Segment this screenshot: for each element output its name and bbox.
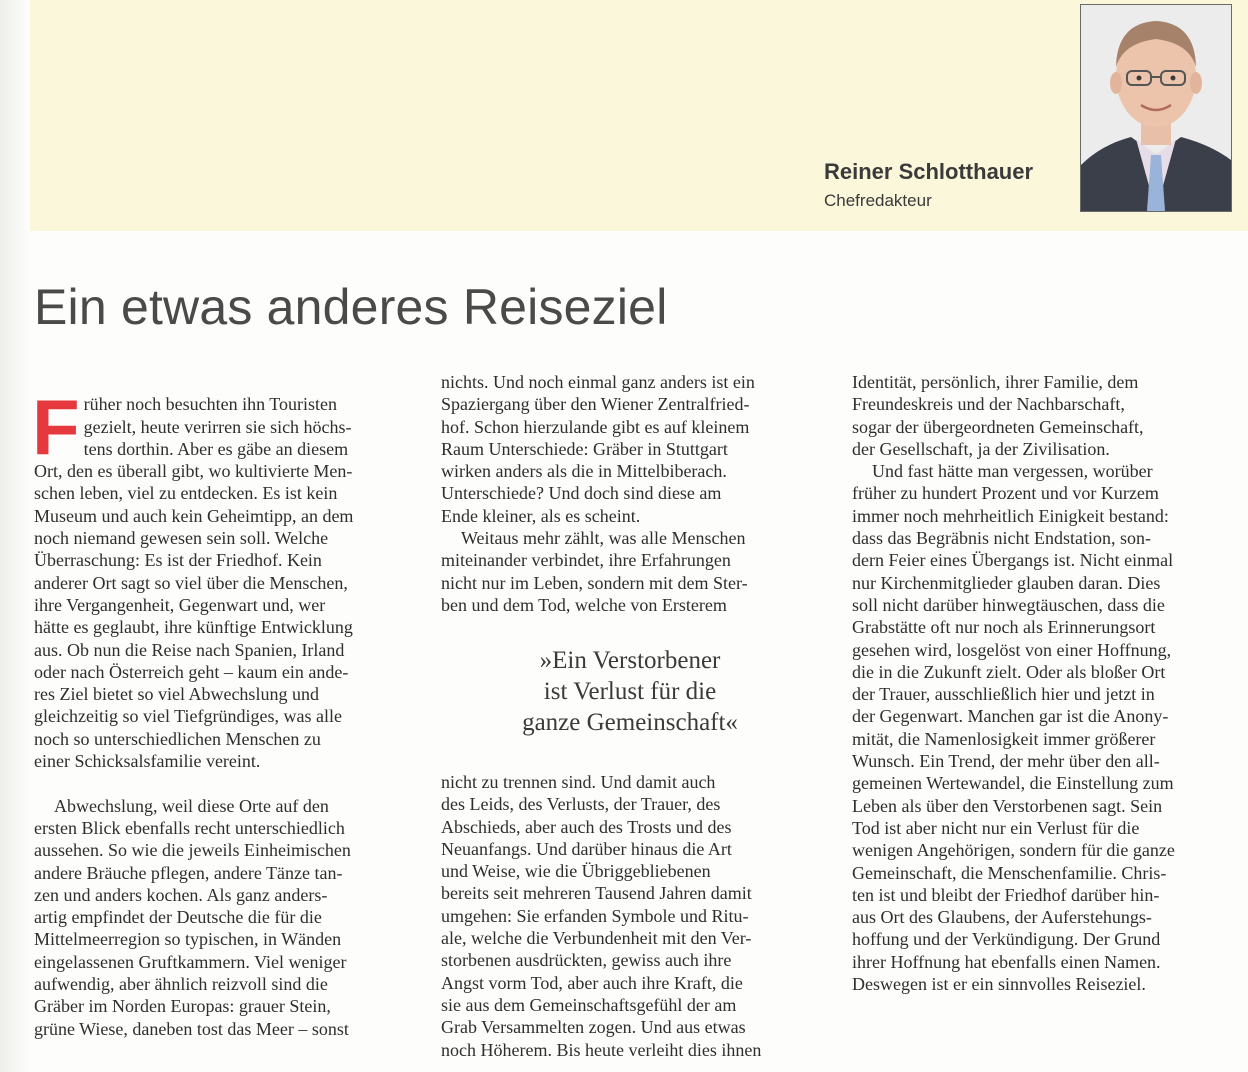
paragraph: nicht zu trennen sind. Und damit auch des Leids, des Verlusts, der Trauer, des Abschieds, aber auch des Trosts und des Neuanfangs. Und darüber hinaus die Art und Weise, wie die Übriggebliebenen bereits seit mehreren Tausend Jahren damit umgehen: Sie erfanden Symbole und Ritu- ale, welche die Verbundenheit mit den Ver- storbenen ausdrückten, gewiss auch ihre Angst vorm Tod, aber auch ihre Kraft, die sie aus dem Gemeinschaftsgefühl der am Grab Versammelten zogen. Und aus etwas noch Höherem. Bis heute verleiht dies ihnen [441, 772, 762, 1060]
paragraph: Abwechslung, weil diese Orte auf den ersten Blick ebenfalls recht unterschiedlich aussehen. So wie die jeweils Einheimischen andere Bräuche pflegen, andere Tänze tan- zen und anders kochen. Als ganz anders- artig empfindet der Deutsche die für die Mittelmeerregion so typischen, in Wänden eingelassenen Gruftkammern. Viel weniger aufwendig, aber ähnlich reizvoll sind die Gräber im Norden Europas: grauer Stein, grüne Wiese, daneben tost das Meer – sonst [34, 795, 351, 1039]
column-2-bottom [441, 771, 831, 1061]
author-role: Chefredakteur [824, 191, 932, 210]
paragraph-text: rüher noch besuchten ihn Touristen gezielt, heute verirren sie sich höchs- tens dorthin. Aber es gäbe an diesem Ort, den es überall gibt, wo kultivierte Men- schen leben, viel zu entdecken. Es ist kein Museum und auch kein Geheimtipp, an dem noch niemand gewesen sein soll. Welche Überraschung: Es ist der Friedhof. Kein anderer Ort sagt so viel über die Menschen, ihre Vergangenheit, Gegenwart und, wer hätte es geglaubt, ihre künftige Entwicklung aus. Ob nun die Reise nach Spanien, Irland oder nach Österreich geht – kaum ein ande- res Ziel bietet so viel Abwechslung und gleichzeitig so viel Tiefgründiges, was alle noch so unterschiedlichen Menschen zu einer Schicksalsfamilie vereint. [34, 394, 354, 772]
page-edge-shadow [0, 0, 30, 1072]
author-block [824, 159, 1033, 211]
column-1 [34, 371, 419, 1040]
portrait-photo [1080, 4, 1232, 212]
column-2-top [441, 371, 831, 616]
paragraph: Und fast hätte man vergessen, worüber früher zu hundert Prozent und vor Kurzem immer noch mehrheitlich Einigkeit bestand: dass das Begräbnis nicht Endstation, son- dern Feier eines Übergangs ist. Nicht einmal nur Kirchenmitglieder glauben daran. Dies soll nicht darüber hinwegtäuschen, dass die Grabstätte oft nur noch als Erinnerungsort gesehen wird, losgelöst von einer Hoffnung, die in die Zukunft zielt. Oder als bloßer Ort der Trauer, ausschließlich hier und jetzt in der Gegenwart. Manchen gar ist die Anony- mität, die Namenlosigkeit immer größerer Wunsch. Ein Trend, der mehr über den all- gemeinen Wertewandel, die Einstellung zum Leben als über den Verstorbenen sagt. Sein Tod ist aber nicht nur ein Verlust für die wenigen Angehörigen, sondern für die ganze Gemeinschaft, die Menschenfamilie. Chris- ten ist und bleibt der Friedhof darüber hin- aus Ort des Glaubens, der Auferstehungs- hoffung und der Verkündigung. Der Grund ihrer Hoffnung hat ebenfalls einen Namen. Deswegen ist er ein sinnvolles Reiseziel. [852, 461, 1175, 995]
paragraph: Weitaus mehr zählt, was alle Menschen miteinander verbindet, ihre Erfahrungen nicht nur im Leben, sondern mit dem Ster- ben und dem Tod, welche von Ersterem [441, 528, 748, 615]
drop-cap: F [32, 383, 80, 472]
author-name: Reiner Schlotthauer [824, 159, 1034, 184]
header-band [30, 0, 1248, 231]
paragraph: nichts. Und noch einmal ganz anders ist ein Spaziergang über den Wiener Zentralfried- hof. Schon hierzulande gibt es auf kleinem Raum Unterschiede: Gräber in Stuttgart wirken anders als die in Mittelbiberach. Unterschiede? Und doch sind diese am Ende kleiner, als es scheint. [441, 372, 755, 526]
paragraph: Identität, persönlich, ihrer Familie, dem Freundeskreis und der Nachbarschaft, sogar der übergeordneten Gemeinschaft, der Gesellschaft, ja der Zivilisation. [852, 372, 1144, 459]
pull-quote: »Ein Verstorbener ist Verlust für die ganze Gemeinschaft« [522, 647, 738, 736]
portrait-icon [1081, 5, 1231, 211]
paragraph [34, 371, 419, 795]
column-3 [852, 371, 1244, 995]
article-headline: Ein etwas anderes Reiseziel [34, 279, 668, 335]
